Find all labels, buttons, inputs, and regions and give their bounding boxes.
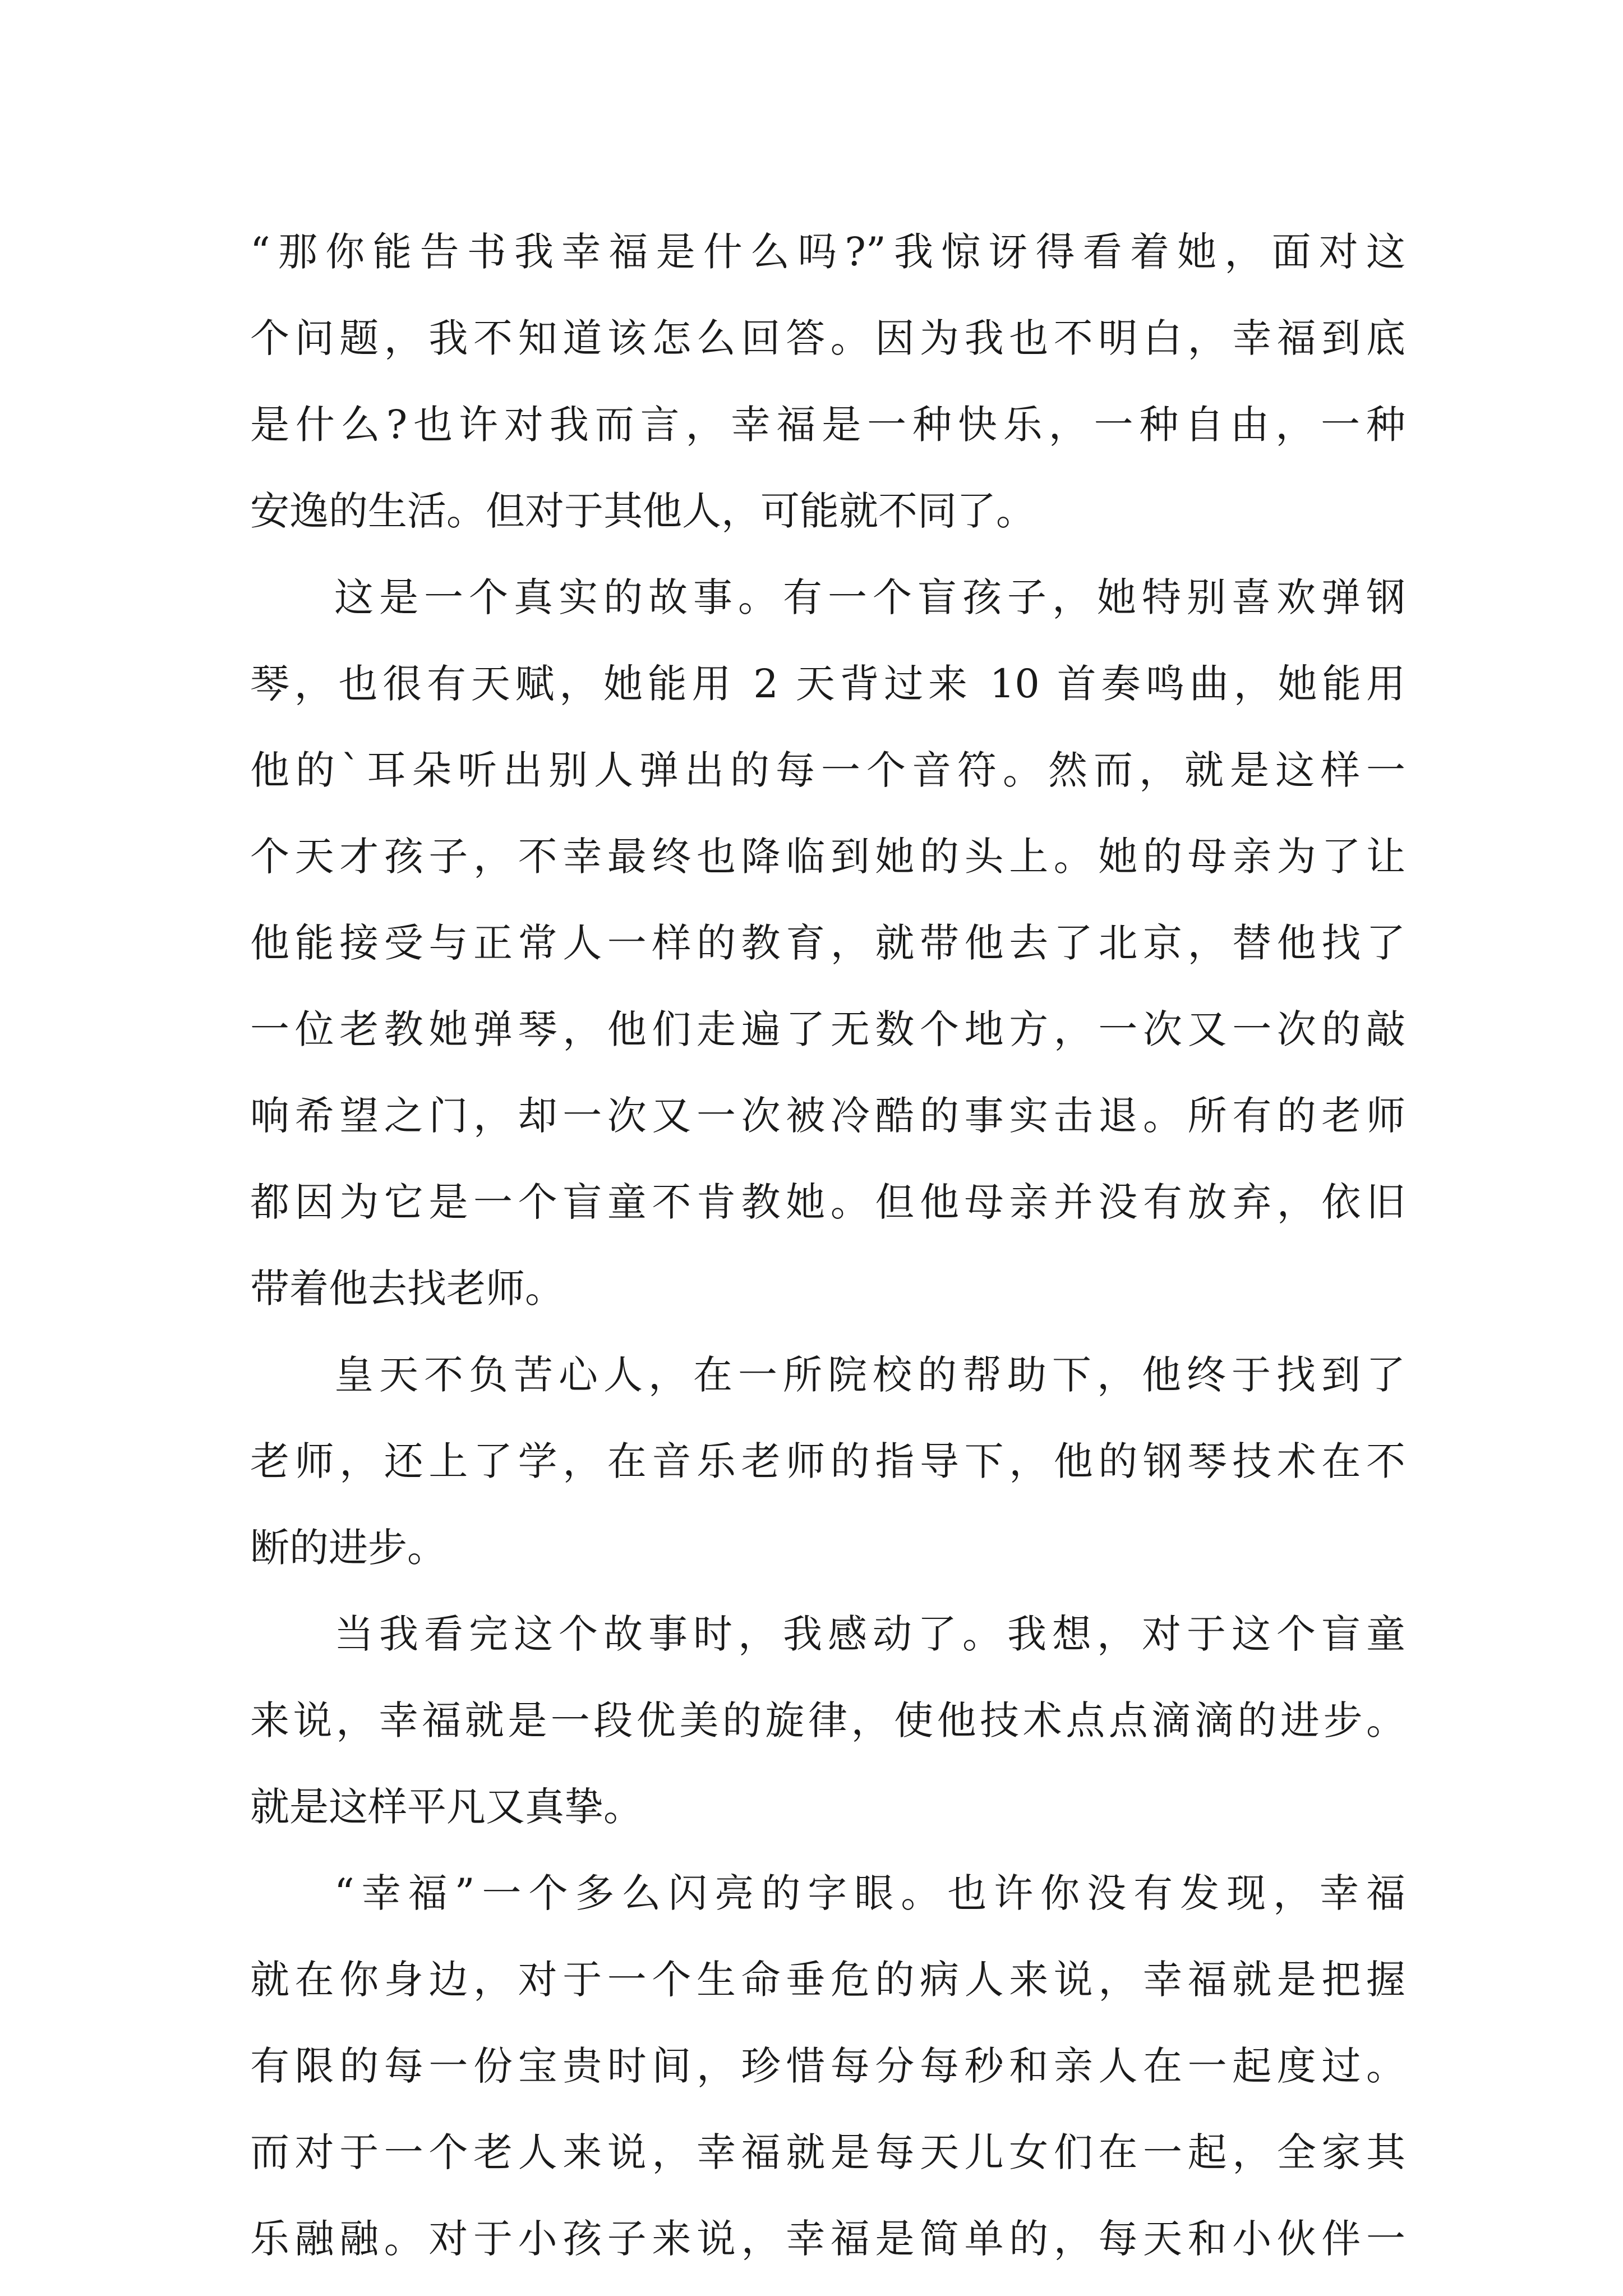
text-line: 都因为它是一个盲童不肯教她。但他母亲并没有放弃，依旧 [250,1179,1405,1225]
text-line: 乐融融。对于小孩子来说，幸福是简单的，每天和小伙伴一 [250,2216,1405,2262]
text-line: “幸福”一个多么闪亮的字眼。也许你没有发现，幸福 [334,1870,1405,1916]
text-line: 他能接受与正常人一样的教育，就带他去了北京，替他找了 [250,920,1405,966]
text-line: 是什么?也许对我而言，幸福是一种快乐，一种自由，一种 [250,402,1405,448]
text-line: 这是一个真实的故事。有一个盲孩子，她特别喜欢弹钢 [334,574,1405,620]
text-line: 断的进步。 [250,1525,446,1571]
text-line: 来说，幸福就是一段优美的旋律，使他技术点点滴滴的进步。 [250,1697,1405,1743]
text-line: 一位老教她弹琴，他们走遍了无数个地方，一次又一次的敲 [250,1006,1405,1052]
text-line: 安逸的生活。但对于其他人，可能就不同了。 [250,488,1035,534]
text-line: 个问题，我不知道该怎么回答。因为我也不明白，幸福到底 [250,315,1405,361]
text-line: 他的`耳朵听出别人弹出的每一个音符。然而，就是这样一 [250,747,1405,793]
text-line: 响希望之门，却一次又一次被冷酷的事实击退。所有的老师 [250,1093,1405,1139]
text-line: 而对于一个老人来说，幸福就是每天儿女们在一起，全家其 [250,2129,1405,2175]
text-line: 带着他去找老师。 [250,1266,564,1312]
text-line: 就是这样平凡又真挚。 [250,1784,643,1830]
text-line: “那你能告书我幸福是什么吗?”我惊讶得看着她，面对这 [250,229,1405,275]
text-line: 当我看完这个故事时，我感动了。我想，对于这个盲童 [334,1611,1405,1657]
text-line: 皇天不负苦心人，在一所院校的帮助下，他终于找到了 [334,1352,1405,1398]
text-line: 有限的每一份宝贵时间，珍惜每分每秒和亲人在一起度过。 [250,2043,1405,2089]
text-line: 个天才孩子，不幸最终也降临到她的头上。她的母亲为了让 [250,834,1405,880]
text-line: 老师，还上了学，在音乐老师的指导下，他的钢琴技术在不 [250,1438,1405,1484]
body-text [250,209,1405,2282]
text-line: 琴，也很有天赋，她能用 2 天背过来 10 首奏鸣曲，她能用 [250,661,1405,707]
text-line: 就在你身边，对于一个生命垂危的病人来说，幸福就是把握 [250,1957,1405,2003]
